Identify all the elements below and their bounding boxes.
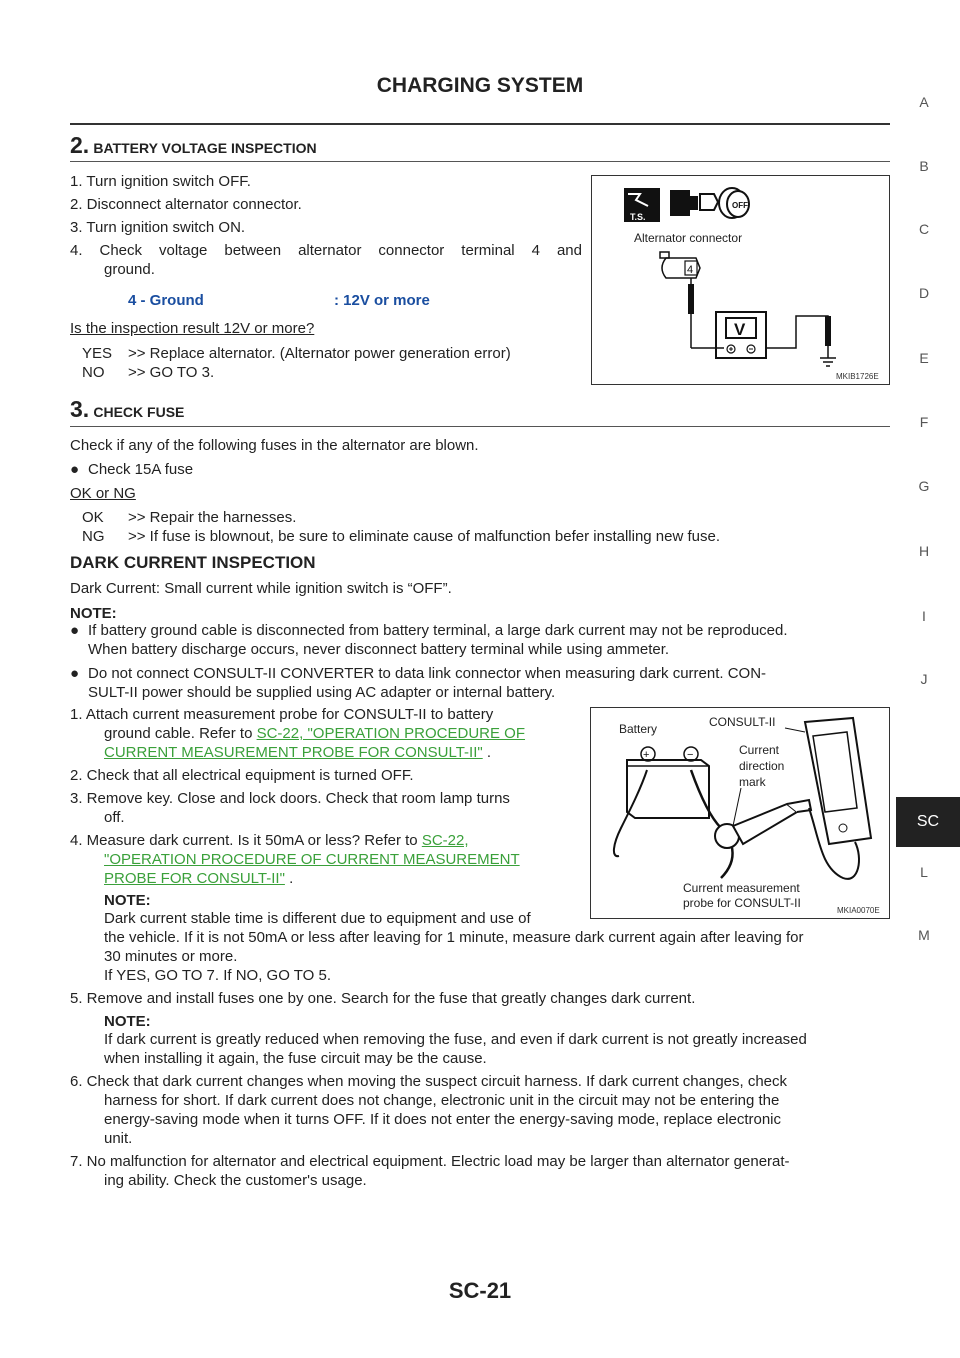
link-sc22[interactable]: SC-22, bbox=[421, 832, 469, 849]
dark-step4-note-line3: 30 minutes or more. bbox=[104, 948, 238, 965]
step2-rule bbox=[70, 161, 890, 162]
note1-line2: When battery discharge occurs, never disconnect battery terminal while using ammeter. bbox=[88, 641, 670, 658]
current-probe bbox=[715, 800, 811, 848]
step3-question: OK or NG bbox=[70, 485, 136, 502]
dark-current-heading: DARK CURRENT INSPECTION bbox=[70, 553, 316, 572]
step2-no-label: NO bbox=[82, 364, 105, 381]
step3-ok-text: >> Repair the harnesses. bbox=[128, 509, 297, 526]
step2-title: BATTERY VOLTAGE INSPECTION bbox=[93, 140, 317, 156]
ts-icon bbox=[624, 188, 660, 222]
note-bullet-icon: ● bbox=[70, 665, 80, 682]
dark-step2: 2. Check that all electrical equipment is turned OFF. bbox=[70, 767, 414, 784]
link-sc22-probe-cont[interactable]: CURRENT MEASUREMENT PROBE FOR CONSULT-II" bbox=[104, 744, 483, 761]
svg-text:−: − bbox=[687, 749, 694, 761]
side-nav-item-sc-active[interactable]: SC bbox=[896, 797, 960, 847]
dark-step4-note-line4: If YES, GO TO 7. If NO, GO TO 5. bbox=[104, 967, 332, 984]
battery-label: Battery bbox=[619, 722, 658, 736]
side-nav-item-g[interactable]: G bbox=[918, 478, 930, 494]
step3-ok-label: OK bbox=[82, 509, 104, 526]
step3-number: 3. bbox=[70, 396, 90, 422]
dark-step5-note-label: NOTE: bbox=[104, 1013, 151, 1030]
side-nav-item-f[interactable]: F bbox=[919, 414, 929, 430]
side-nav-item-e[interactable]: E bbox=[919, 350, 929, 366]
step2-item-4: 4. Check voltage between alternator connector terminal 4 and bbox=[70, 242, 582, 259]
probe-label-2: probe for CONSULT-II bbox=[683, 896, 801, 910]
dark-step5-note-line1: If dark current is greatly reduced when removing the fuse, and even if dark current is not greatly increased bbox=[104, 1031, 807, 1048]
note1-line1: If battery ground cable is disconnected from battery terminal, a large dark current may not be reproduced. bbox=[88, 622, 788, 639]
dark-step1-line3: CURRENT MEASUREMENT PROBE FOR CONSULT-II" . bbox=[104, 744, 492, 761]
consult-label: CONSULT-II bbox=[709, 715, 776, 729]
bullet-icon: ● bbox=[70, 461, 80, 478]
dark-current-definition: Dark Current: Small current while ignition switch is “OFF”. bbox=[70, 580, 452, 597]
link-operation-procedure[interactable]: "OPERATION PROCEDURE OF CURRENT MEASUREMENT bbox=[104, 851, 520, 868]
consult-probe-figure bbox=[590, 707, 890, 919]
side-nav-item-i[interactable]: I bbox=[922, 608, 926, 624]
connector-disconnect-icon bbox=[670, 190, 718, 216]
dark-step6-line4: unit. bbox=[104, 1130, 133, 1147]
connector-shape bbox=[660, 252, 700, 278]
step3-bullet-text: Check 15A fuse bbox=[88, 461, 194, 478]
step3-ng-label: NG bbox=[82, 528, 105, 545]
terminal-number: 4 bbox=[687, 264, 694, 276]
test-probe bbox=[688, 284, 694, 314]
dark-step4-note-label: NOTE: bbox=[104, 892, 151, 909]
side-nav-item-d[interactable]: D bbox=[918, 285, 930, 301]
step3-rule bbox=[70, 426, 890, 427]
dark-step3-line1: 3. Remove key. Close and lock doors. Check that room lamp turns bbox=[70, 790, 510, 807]
side-nav-item-a[interactable]: A bbox=[919, 94, 929, 110]
consult-probe-diagram bbox=[591, 708, 889, 918]
note2-line2: SULT-II power should be supplied using AC adapter or internal battery. bbox=[88, 684, 556, 701]
step2-item-2: 2. Disconnect alternator connector. bbox=[70, 196, 302, 213]
dark-step5: 5. Remove and install fuses one by one. Search for the fuse that greatly changes dark current. bbox=[70, 990, 696, 1007]
step2-spec-label: 4 - Ground bbox=[128, 292, 204, 309]
side-nav-item-h[interactable]: H bbox=[918, 543, 930, 559]
page-number: SC-21 bbox=[448, 1278, 512, 1303]
step2-spec-value: : 12V or more bbox=[334, 292, 430, 309]
step2-no-text: >> GO TO 3. bbox=[128, 364, 215, 381]
svg-text:+: + bbox=[643, 749, 650, 761]
dark-step7-line1: 7. No malfunction for alternator and electrical equipment. Electric load may be larger than alternator generat- bbox=[70, 1153, 790, 1170]
note2-line1: Do not connect CONSULT-II CONVERTER to data link connector when measuring dark current. CON- bbox=[88, 665, 767, 682]
dark-step4-line1: 4. Measure dark current. Is it 50mA or less? Refer to SC-22, bbox=[70, 832, 469, 849]
header-rule bbox=[70, 123, 890, 125]
figure-code: MKIA0070E bbox=[837, 906, 880, 915]
note-bullet-icon: ● bbox=[70, 622, 80, 639]
dark-step6-line3: energy-saving mode when it turns OFF. If it does not enter the energy-saving mode, replace electronic bbox=[104, 1111, 782, 1128]
step3-intro: Check if any of the following fuses in the alternator are blown. bbox=[70, 437, 479, 454]
step3-ng-text: >> If fuse is blownout, be sure to eliminate cause of malfunction befer installing new fuse. bbox=[128, 528, 721, 545]
dark-step3-line2: off. bbox=[104, 809, 125, 826]
step2-heading bbox=[70, 132, 317, 159]
off-label: OFF bbox=[732, 201, 748, 210]
alternator-connector-label: Alternator connector bbox=[634, 231, 743, 245]
dark-step1-line2: ground cable. Refer to SC-22, "OPERATION PROCEDURE OF bbox=[104, 725, 526, 742]
meter-symbol: V bbox=[734, 320, 746, 339]
direction-label-2: direction bbox=[739, 759, 785, 773]
side-nav-item-b[interactable]: B bbox=[919, 158, 929, 174]
voltmeter bbox=[716, 312, 766, 358]
link-probe-consult[interactable]: PROBE FOR CONSULT-II" bbox=[104, 870, 285, 887]
dark-step4-note-line2: the vehicle. If it is not 50mA or less after leaving for 1 minute, measure dark current again after leaving for bbox=[104, 929, 804, 946]
dark-step4-line3: PROBE FOR CONSULT-II" . bbox=[104, 870, 294, 887]
step2-yes-text: >> Replace alternator. (Alternator power generation error) bbox=[128, 345, 511, 362]
dark-step1-line1: 1. Attach current measurement probe for CONSULT-II to battery bbox=[70, 706, 494, 723]
step2-number: 2. bbox=[70, 132, 90, 158]
dark-step7-line2: ing ability. Check the customer's usage. bbox=[104, 1172, 367, 1189]
direction-label-1: Current bbox=[739, 743, 780, 757]
ground-wire bbox=[766, 316, 828, 348]
step2-item-1: 1. Turn ignition switch OFF. bbox=[70, 173, 251, 190]
alternator-connector-diagram bbox=[592, 176, 889, 384]
dark-step6-line2: harness for short. If dark current does not change, electronic unit in the circuit may not be entering the bbox=[104, 1092, 780, 1109]
ts-label: T.S. bbox=[630, 212, 646, 222]
side-nav-item-c[interactable]: C bbox=[918, 221, 930, 237]
dark-step5-note-line2: when installing it again, the fuse circuit may be the cause. bbox=[104, 1050, 487, 1067]
dark-step6-line1: 6. Check that dark current changes when moving the suspect circuit harness. If dark current changes, check bbox=[70, 1073, 788, 1090]
step2-item-4-cont: ground. bbox=[104, 261, 155, 278]
step2-yes-label: YES bbox=[82, 345, 113, 362]
direction-label-3: mark bbox=[739, 775, 766, 789]
probe-label-1: Current measurement bbox=[683, 881, 800, 895]
note-label: NOTE: bbox=[70, 605, 117, 622]
step3-title: CHECK FUSE bbox=[93, 404, 185, 420]
step2-question: Is the inspection result 12V or more? bbox=[70, 320, 315, 337]
step3-bullet bbox=[70, 459, 193, 481]
link-sc22-probe[interactable]: SC-22, "OPERATION PROCEDURE OF bbox=[256, 725, 526, 742]
ignition-off-icon bbox=[719, 188, 749, 218]
side-nav-item-l[interactable]: L bbox=[920, 864, 928, 880]
step3-heading bbox=[70, 396, 184, 423]
alternator-connector-figure bbox=[591, 175, 890, 385]
side-nav-item-m[interactable]: M bbox=[918, 927, 930, 943]
step2-item-3: 3. Turn ignition switch ON. bbox=[70, 219, 246, 236]
ground-symbol bbox=[820, 348, 836, 366]
figure-code: MKIB1726E bbox=[836, 372, 879, 381]
dark-step4-note-line1: Dark current stable time is different due to equipment and use of bbox=[104, 910, 531, 927]
side-nav-item-j[interactable]: J bbox=[920, 671, 928, 687]
page-title: CHARGING SYSTEM bbox=[376, 74, 584, 97]
